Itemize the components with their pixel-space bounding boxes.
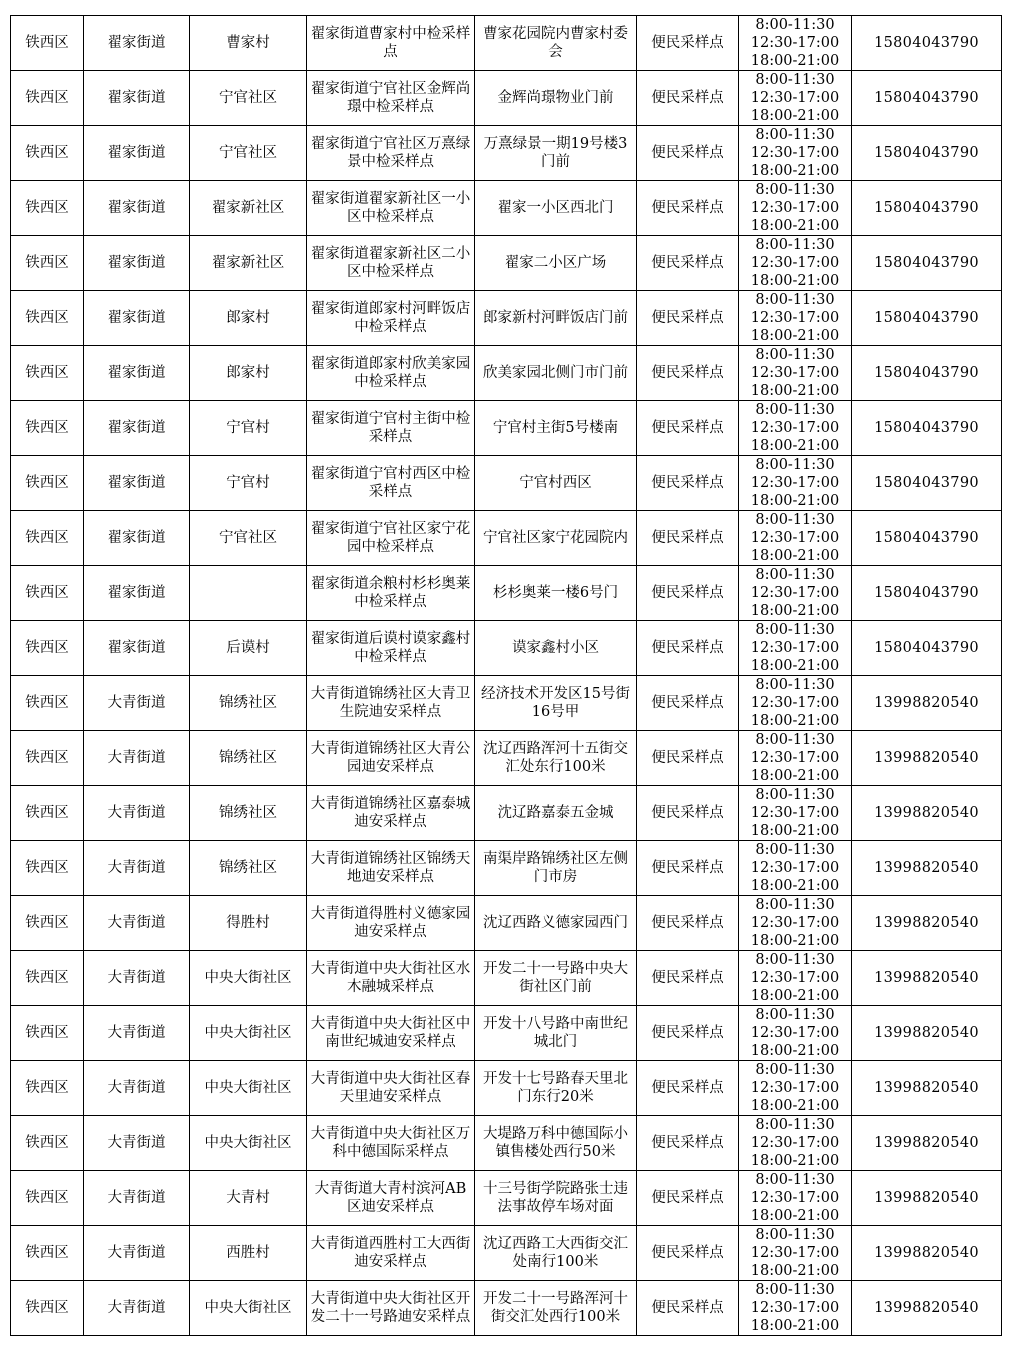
hours-line: 18:00-21:00 <box>750 108 840 124</box>
hours-cell <box>739 786 852 841</box>
hours-line: 12:30-17:00 <box>750 970 840 986</box>
site-type-cell: 便民采样点 <box>637 291 739 346</box>
hours-line: 12:30-17:00 <box>750 530 840 546</box>
hours-line: 12:30-17:00 <box>750 365 840 381</box>
site-name-cell: 翟家街道翟家新社区一小区中检采样点 <box>307 181 475 236</box>
hours-line: 18:00-21:00 <box>750 658 840 674</box>
phone-cell: 15804043790 <box>852 566 1002 621</box>
hours-line: 18:00-21:00 <box>750 1098 840 1114</box>
table-row <box>11 291 1002 346</box>
community-cell: 锦绣社区 <box>190 676 307 731</box>
hours-line: 8:00-11:30 <box>755 622 835 638</box>
hours-line: 18:00-21:00 <box>750 878 840 894</box>
address-cell: 曹家花园院内曹家村委会 <box>475 16 637 71</box>
community-cell: 宁官社区 <box>190 71 307 126</box>
hours-line: 12:30-17:00 <box>750 420 840 436</box>
phone-cell: 13998820540 <box>852 1116 1002 1171</box>
table-row <box>11 1171 1002 1226</box>
site-name-cell: 翟家街道宁官社区家宁花园中检采样点 <box>307 511 475 566</box>
phone-cell: 13998820540 <box>852 841 1002 896</box>
sampling-sites-table <box>10 15 1002 1336</box>
community-cell: 郎家村 <box>190 291 307 346</box>
district-cell: 铁西区 <box>11 456 84 511</box>
hours-line: 12:30-17:00 <box>750 1245 840 1261</box>
community-cell: 宁官村 <box>190 401 307 456</box>
site-name-cell: 翟家街道宁官社区金辉尚璟中检采样点 <box>307 71 475 126</box>
district-cell: 铁西区 <box>11 1226 84 1281</box>
site-type-cell: 便民采样点 <box>637 951 739 1006</box>
hours-line: 12:30-17:00 <box>750 200 840 216</box>
street-cell: 大青街道 <box>84 841 190 896</box>
hours-cell <box>739 1226 852 1281</box>
hours-cell <box>739 291 852 346</box>
community-cell: 宁官村 <box>190 456 307 511</box>
phone-cell: 13998820540 <box>852 731 1002 786</box>
street-cell: 大青街道 <box>84 896 190 951</box>
site-type-cell: 便民采样点 <box>637 456 739 511</box>
table-row <box>11 786 1002 841</box>
hours-line: 18:00-21:00 <box>750 1263 840 1279</box>
site-name-cell: 翟家街道郎家村欣美家园中检采样点 <box>307 346 475 401</box>
site-type-cell: 便民采样点 <box>637 841 739 896</box>
hours-line: 8:00-11:30 <box>755 842 835 858</box>
phone-cell: 13998820540 <box>852 1281 1002 1336</box>
street-cell: 翟家街道 <box>84 126 190 181</box>
community-cell: 锦绣社区 <box>190 731 307 786</box>
address-cell: 沈辽西路工大西街交汇处南行100米 <box>475 1226 637 1281</box>
site-type-cell: 便民采样点 <box>637 676 739 731</box>
table-row <box>11 456 1002 511</box>
hours-line: 18:00-21:00 <box>750 1318 840 1334</box>
hours-line: 8:00-11:30 <box>755 182 835 198</box>
site-type-cell: 便民采样点 <box>637 621 739 676</box>
community-cell: 中央大街社区 <box>190 951 307 1006</box>
community-cell: 翟家新社区 <box>190 236 307 291</box>
hours-line: 8:00-11:30 <box>755 237 835 253</box>
address-cell: 大堤路万科中德国际小镇售楼处西行50米 <box>475 1116 637 1171</box>
table-row <box>11 896 1002 951</box>
community-cell: 郎家村 <box>190 346 307 401</box>
site-name-cell: 翟家街道宁官村西区中检采样点 <box>307 456 475 511</box>
hours-cell <box>739 1006 852 1061</box>
hours-line: 18:00-21:00 <box>750 328 840 344</box>
hours-line: 8:00-11:30 <box>755 292 835 308</box>
street-cell: 翟家街道 <box>84 291 190 346</box>
hours-line: 18:00-21:00 <box>750 603 840 619</box>
address-cell: 谟家鑫村小区 <box>475 621 637 676</box>
district-cell: 铁西区 <box>11 1281 84 1336</box>
district-cell: 铁西区 <box>11 346 84 401</box>
district-cell: 铁西区 <box>11 786 84 841</box>
hours-cell <box>739 236 852 291</box>
site-type-cell: 便民采样点 <box>637 511 739 566</box>
hours-line: 12:30-17:00 <box>750 915 840 931</box>
site-name-cell: 大青街道西胜村工大西街迪安采样点 <box>307 1226 475 1281</box>
address-cell: 翟家二小区广场 <box>475 236 637 291</box>
site-name-cell: 翟家街道翟家新社区二小区中检采样点 <box>307 236 475 291</box>
site-type-cell: 便民采样点 <box>637 181 739 236</box>
hours-line: 12:30-17:00 <box>750 805 840 821</box>
table-row <box>11 1281 1002 1336</box>
address-cell: 宁官村主街5号楼南 <box>475 401 637 456</box>
street-cell: 翟家街道 <box>84 566 190 621</box>
community-cell: 中央大街社区 <box>190 1061 307 1116</box>
hours-line: 18:00-21:00 <box>750 1043 840 1059</box>
hours-line: 12:30-17:00 <box>750 35 840 51</box>
hours-line: 12:30-17:00 <box>750 1300 840 1316</box>
table-row <box>11 346 1002 401</box>
site-name-cell: 翟家街道郎家村河畔饭店中检采样点 <box>307 291 475 346</box>
district-cell: 铁西区 <box>11 401 84 456</box>
hours-line: 8:00-11:30 <box>755 1117 835 1133</box>
site-type-cell: 便民采样点 <box>637 1116 739 1171</box>
hours-cell <box>739 181 852 236</box>
phone-cell: 13998820540 <box>852 951 1002 1006</box>
hours-line: 8:00-11:30 <box>755 1282 835 1298</box>
site-type-cell: 便民采样点 <box>637 16 739 71</box>
hours-cell <box>739 511 852 566</box>
site-type-cell: 便民采样点 <box>637 1281 739 1336</box>
address-cell: 宁官村西区 <box>475 456 637 511</box>
district-cell: 铁西区 <box>11 1061 84 1116</box>
site-name-cell: 翟家街道宁官社区万熹绿景中检采样点 <box>307 126 475 181</box>
site-name-cell: 大青街道得胜村义德家园迪安采样点 <box>307 896 475 951</box>
street-cell: 翟家街道 <box>84 236 190 291</box>
site-type-cell: 便民采样点 <box>637 786 739 841</box>
hours-line: 8:00-11:30 <box>755 897 835 913</box>
hours-line: 18:00-21:00 <box>750 218 840 234</box>
hours-line: 18:00-21:00 <box>750 1208 840 1224</box>
street-cell: 大青街道 <box>84 1061 190 1116</box>
site-type-cell: 便民采样点 <box>637 126 739 181</box>
site-name-cell: 翟家街道宁官村主街中检采样点 <box>307 401 475 456</box>
address-cell: 开发二十一号路中央大街社区门前 <box>475 951 637 1006</box>
hours-cell <box>739 401 852 456</box>
street-cell: 大青街道 <box>84 1006 190 1061</box>
hours-line: 18:00-21:00 <box>750 1153 840 1169</box>
district-cell: 铁西区 <box>11 676 84 731</box>
phone-cell: 13998820540 <box>852 1171 1002 1226</box>
hours-line: 18:00-21:00 <box>750 823 840 839</box>
district-cell: 铁西区 <box>11 16 84 71</box>
hours-line: 12:30-17:00 <box>750 475 840 491</box>
hours-line: 18:00-21:00 <box>750 273 840 289</box>
table-row <box>11 1226 1002 1281</box>
hours-line: 8:00-11:30 <box>755 1007 835 1023</box>
hours-line: 8:00-11:30 <box>755 512 835 528</box>
site-type-cell: 便民采样点 <box>637 1061 739 1116</box>
table-row <box>11 181 1002 236</box>
community-cell: 翟家新社区 <box>190 181 307 236</box>
hours-cell <box>739 1116 852 1171</box>
street-cell: 翟家街道 <box>84 346 190 401</box>
table-row <box>11 126 1002 181</box>
hours-line: 12:30-17:00 <box>750 1025 840 1041</box>
hours-line: 8:00-11:30 <box>755 127 835 143</box>
phone-cell: 15804043790 <box>852 16 1002 71</box>
address-cell: 开发二十一号路浑河十街交汇处西行100米 <box>475 1281 637 1336</box>
district-cell: 铁西区 <box>11 71 84 126</box>
street-cell: 大青街道 <box>84 1171 190 1226</box>
site-type-cell: 便民采样点 <box>637 566 739 621</box>
district-cell: 铁西区 <box>11 621 84 676</box>
table-row <box>11 566 1002 621</box>
phone-cell: 15804043790 <box>852 291 1002 346</box>
site-type-cell: 便民采样点 <box>637 71 739 126</box>
community-cell: 中央大街社区 <box>190 1281 307 1336</box>
hours-line: 12:30-17:00 <box>750 310 840 326</box>
phone-cell: 13998820540 <box>852 1226 1002 1281</box>
hours-cell <box>739 456 852 511</box>
site-type-cell: 便民采样点 <box>637 731 739 786</box>
table-row <box>11 731 1002 786</box>
table-body <box>11 16 1002 1336</box>
site-type-cell: 便民采样点 <box>637 1006 739 1061</box>
address-cell: 十三号街学院路张士违法事故停车场对面 <box>475 1171 637 1226</box>
hours-cell <box>739 71 852 126</box>
community-cell: 宁官社区 <box>190 126 307 181</box>
hours-line: 8:00-11:30 <box>755 457 835 473</box>
district-cell: 铁西区 <box>11 181 84 236</box>
site-name-cell: 翟家街道后谟村谟家鑫村中检采样点 <box>307 621 475 676</box>
site-type-cell: 便民采样点 <box>637 896 739 951</box>
hours-line: 12:30-17:00 <box>750 1135 840 1151</box>
street-cell: 大青街道 <box>84 1116 190 1171</box>
hours-line: 8:00-11:30 <box>755 677 835 693</box>
community-cell: 锦绣社区 <box>190 841 307 896</box>
site-name-cell: 大青街道锦绣社区锦绣天地迪安采样点 <box>307 841 475 896</box>
hours-line: 12:30-17:00 <box>750 1080 840 1096</box>
hours-line: 12:30-17:00 <box>750 145 840 161</box>
district-cell: 铁西区 <box>11 841 84 896</box>
table-row <box>11 1116 1002 1171</box>
table-row <box>11 16 1002 71</box>
table-row <box>11 621 1002 676</box>
phone-cell: 15804043790 <box>852 181 1002 236</box>
address-cell: 经济技术开发区15号街16号甲 <box>475 676 637 731</box>
address-cell: 南渠岸路锦绣社区左侧门市房 <box>475 841 637 896</box>
phone-cell: 15804043790 <box>852 236 1002 291</box>
hours-line: 18:00-21:00 <box>750 438 840 454</box>
district-cell: 铁西区 <box>11 291 84 346</box>
street-cell: 翟家街道 <box>84 181 190 236</box>
district-cell: 铁西区 <box>11 1171 84 1226</box>
hours-line: 18:00-21:00 <box>750 988 840 1004</box>
hours-cell <box>739 16 852 71</box>
hours-line: 12:30-17:00 <box>750 695 840 711</box>
table-row <box>11 71 1002 126</box>
phone-cell: 15804043790 <box>852 346 1002 401</box>
site-name-cell: 翟家街道曹家村中检采样点 <box>307 16 475 71</box>
hours-line: 18:00-21:00 <box>750 493 840 509</box>
address-cell: 沈辽路嘉泰五金城 <box>475 786 637 841</box>
hours-cell <box>739 346 852 401</box>
street-cell: 翟家街道 <box>84 16 190 71</box>
table-row <box>11 841 1002 896</box>
site-type-cell: 便民采样点 <box>637 346 739 401</box>
table-row <box>11 511 1002 566</box>
district-cell: 铁西区 <box>11 1006 84 1061</box>
hours-line: 18:00-21:00 <box>750 53 840 69</box>
hours-line: 12:30-17:00 <box>750 1190 840 1206</box>
street-cell: 翟家街道 <box>84 401 190 456</box>
street-cell: 大青街道 <box>84 676 190 731</box>
phone-cell: 13998820540 <box>852 786 1002 841</box>
table-row <box>11 951 1002 1006</box>
street-cell: 大青街道 <box>84 1281 190 1336</box>
address-cell: 万熹绿景一期19号楼3门前 <box>475 126 637 181</box>
district-cell: 铁西区 <box>11 126 84 181</box>
street-cell: 大青街道 <box>84 731 190 786</box>
street-cell: 翟家街道 <box>84 456 190 511</box>
district-cell: 铁西区 <box>11 731 84 786</box>
community-cell: 锦绣社区 <box>190 786 307 841</box>
community-cell: 西胜村 <box>190 1226 307 1281</box>
address-cell: 杉杉奥莱一楼6号门 <box>475 566 637 621</box>
hours-line: 12:30-17:00 <box>750 750 840 766</box>
street-cell: 大青街道 <box>84 786 190 841</box>
site-name-cell: 大青街道锦绣社区嘉泰城迪安采样点 <box>307 786 475 841</box>
street-cell: 翟家街道 <box>84 71 190 126</box>
district-cell: 铁西区 <box>11 951 84 1006</box>
hours-line: 8:00-11:30 <box>755 567 835 583</box>
street-cell: 翟家街道 <box>84 621 190 676</box>
phone-cell: 13998820540 <box>852 1006 1002 1061</box>
table-row <box>11 1061 1002 1116</box>
hours-line: 18:00-21:00 <box>750 163 840 179</box>
community-cell: 曹家村 <box>190 16 307 71</box>
district-cell: 铁西区 <box>11 566 84 621</box>
hours-line: 18:00-21:00 <box>750 933 840 949</box>
phone-cell: 15804043790 <box>852 401 1002 456</box>
hours-line: 8:00-11:30 <box>755 1227 835 1243</box>
address-cell: 宁官社区家宁花园院内 <box>475 511 637 566</box>
district-cell: 铁西区 <box>11 896 84 951</box>
hours-line: 8:00-11:30 <box>755 72 835 88</box>
phone-cell: 13998820540 <box>852 1061 1002 1116</box>
community-cell: 得胜村 <box>190 896 307 951</box>
address-cell: 开发十八号路中南世纪城北门 <box>475 1006 637 1061</box>
table-row <box>11 676 1002 731</box>
site-name-cell: 大青街道锦绣社区大青公园迪安采样点 <box>307 731 475 786</box>
hours-cell <box>739 1281 852 1336</box>
address-cell: 开发十七号路春天里北门东行20米 <box>475 1061 637 1116</box>
hours-line: 18:00-21:00 <box>750 768 840 784</box>
hours-cell <box>739 126 852 181</box>
address-cell: 郎家新村河畔饭店门前 <box>475 291 637 346</box>
table-row <box>11 236 1002 291</box>
hours-line: 8:00-11:30 <box>755 1062 835 1078</box>
hours-line: 8:00-11:30 <box>755 732 835 748</box>
site-name-cell: 大青街道中央大街社区万科中德国际采样点 <box>307 1116 475 1171</box>
hours-line: 18:00-21:00 <box>750 548 840 564</box>
hours-line: 18:00-21:00 <box>750 383 840 399</box>
hours-line: 12:30-17:00 <box>750 255 840 271</box>
site-name-cell: 大青街道中央大街社区水木融城采样点 <box>307 951 475 1006</box>
hours-line: 18:00-21:00 <box>750 713 840 729</box>
phone-cell: 15804043790 <box>852 126 1002 181</box>
phone-cell: 13998820540 <box>852 896 1002 951</box>
phone-cell: 15804043790 <box>852 511 1002 566</box>
hours-cell <box>739 896 852 951</box>
phone-cell: 15804043790 <box>852 621 1002 676</box>
hours-line: 8:00-11:30 <box>755 347 835 363</box>
hours-cell <box>739 1171 852 1226</box>
phone-cell: 15804043790 <box>852 456 1002 511</box>
hours-line: 12:30-17:00 <box>750 640 840 656</box>
community-cell: 中央大街社区 <box>190 1116 307 1171</box>
phone-cell: 13998820540 <box>852 676 1002 731</box>
site-type-cell: 便民采样点 <box>637 1226 739 1281</box>
site-type-cell: 便民采样点 <box>637 236 739 291</box>
address-cell: 金辉尚璟物业门前 <box>475 71 637 126</box>
site-name-cell: 大青街道中央大街社区中南世纪城迪安采样点 <box>307 1006 475 1061</box>
district-cell: 铁西区 <box>11 236 84 291</box>
street-cell: 大青街道 <box>84 1226 190 1281</box>
site-name-cell: 翟家街道余粮村杉杉奥莱中检采样点 <box>307 566 475 621</box>
street-cell: 大青街道 <box>84 951 190 1006</box>
hours-line: 12:30-17:00 <box>750 90 840 106</box>
community-cell <box>190 566 307 621</box>
hours-line: 8:00-11:30 <box>755 17 835 33</box>
community-cell: 中央大街社区 <box>190 1006 307 1061</box>
address-cell: 沈辽西路义德家园西门 <box>475 896 637 951</box>
address-cell: 翟家一小区西北门 <box>475 181 637 236</box>
hours-line: 12:30-17:00 <box>750 860 840 876</box>
hours-cell <box>739 676 852 731</box>
address-cell: 沈辽西路浑河十五街交汇处东行100米 <box>475 731 637 786</box>
hours-line: 12:30-17:00 <box>750 585 840 601</box>
hours-cell <box>739 731 852 786</box>
site-type-cell: 便民采样点 <box>637 1171 739 1226</box>
district-cell: 铁西区 <box>11 511 84 566</box>
community-cell: 宁官社区 <box>190 511 307 566</box>
hours-line: 8:00-11:30 <box>755 787 835 803</box>
street-cell: 翟家街道 <box>84 511 190 566</box>
phone-cell: 15804043790 <box>852 71 1002 126</box>
site-name-cell: 大青街道大青村滨河AB区迪安采样点 <box>307 1171 475 1226</box>
hours-line: 8:00-11:30 <box>755 402 835 418</box>
site-name-cell: 大青街道锦绣社区大青卫生院迪安采样点 <box>307 676 475 731</box>
hours-cell <box>739 841 852 896</box>
site-name-cell: 大青街道中央大街社区春天里迪安采样点 <box>307 1061 475 1116</box>
hours-cell <box>739 951 852 1006</box>
district-cell: 铁西区 <box>11 1116 84 1171</box>
community-cell: 后谟村 <box>190 621 307 676</box>
hours-line: 8:00-11:30 <box>755 952 835 968</box>
table-row <box>11 1006 1002 1061</box>
site-name-cell: 大青街道中央大街社区开发二十一号路迪安采样点 <box>307 1281 475 1336</box>
hours-cell <box>739 1061 852 1116</box>
site-type-cell: 便民采样点 <box>637 401 739 456</box>
hours-line: 8:00-11:30 <box>755 1172 835 1188</box>
hours-cell <box>739 621 852 676</box>
hours-cell <box>739 566 852 621</box>
table-row <box>11 401 1002 456</box>
community-cell: 大青村 <box>190 1171 307 1226</box>
address-cell: 欣美家园北侧门市门前 <box>475 346 637 401</box>
